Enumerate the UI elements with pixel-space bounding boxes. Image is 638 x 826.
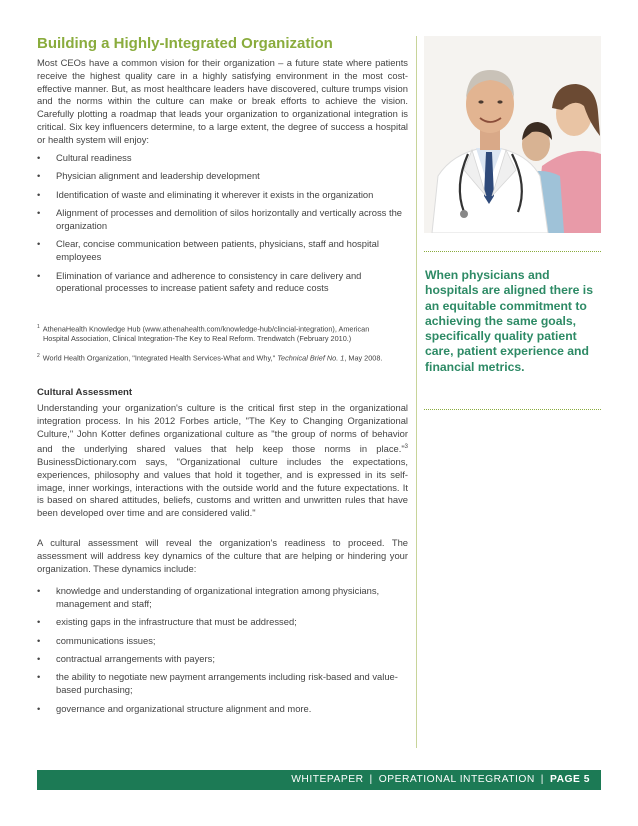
list-item [37,703,408,716]
quote-divider-top [424,251,601,252]
paragraph-text: Understanding your organization's culture is the critical first step in the organizational integration process. In his 2012 Forbes article, "The Key to Changing Organizational Culture," John Kotter defines organizational culture as "the group of norms of behavior and the underlying shared values that help keep those norms in place." [37,402,408,454]
bullet: • [37,616,41,628]
footnote-2 [37,351,397,363]
list-item [37,189,408,202]
section-heading: Cultural Assessment [37,387,133,398]
list-item-text: Cultural readiness [56,152,132,163]
quote-divider-bottom [424,409,601,410]
bullet: • [37,671,41,683]
list-item-text: existing gaps in the infrastructure that must be addressed; [56,616,297,628]
list-item [37,238,408,264]
bullet: • [37,702,41,714]
footer-separator: | [369,774,373,785]
bullet: • [37,207,41,219]
influencers-list [37,152,408,301]
list-item [37,671,408,697]
list-item [37,270,408,296]
bullet: • [37,170,41,182]
list-item-text: communications issues; [56,634,156,646]
footnote-number: 2 [37,353,40,360]
list-item-text: Elimination of variance and adherence to consistency in care delivery and operational processes to increase patient safety and reduce costs [56,269,362,294]
assessment-paragraph-1 [37,402,408,520]
list-item-text: knowledge and understanding of organizational integration among physicians, management and staff; [56,585,380,609]
paragraph-text: BusinessDictionary.com says, "Organizational culture includes the expectations, experiences, philosophy and values that hold it together, and is expressed in its self-image, inner workings, interactions with the outside world and the future expectations. It is based on shared attitudes, beliefs, customs and written and unwritten rules that have been developed over time and are considered valid." [37,455,408,519]
list-item-text: Clear, concise communication between patients, physicians, staff and hospital employees [56,238,379,263]
footnotes [37,322,397,371]
list-item-text: Physician alignment and leadership development [56,170,260,182]
list-item [37,152,408,165]
footnote-italic: Technical Brief No. 1 [277,353,345,363]
bullet: • [37,269,41,281]
footer-section: OPERATIONAL INTEGRATION [378,774,535,785]
list-item-text: governance and organizational structure alignment and more. [56,702,312,714]
bullet: • [37,634,41,646]
list-item [37,616,408,629]
footnote-tail: , May 2008. [344,353,383,363]
list-item-text: Alignment of processes and demolition of silos horizontally and vertically across the organization [56,207,403,231]
bullet: • [37,188,41,200]
dynamics-list [37,585,408,721]
bullet: • [37,652,41,664]
footer-bar [37,770,601,790]
footnote-number: 1 [37,324,40,330]
footnote-ref: 3 [404,443,408,450]
list-item [37,207,408,233]
list-item [37,635,408,648]
doctors-photo [424,36,601,233]
footer-label: WHITEPAPER [291,774,364,785]
column-divider [416,36,417,748]
footnote-text: World Health Organization, "Integrated Health Services-What and Why," [42,353,278,363]
intro-paragraph: Most CEOs have a common vision for their organization – a future state where patients receive the highest quality care in a highly satisfying environment in the most cost-effective manner. But, as most healthcare leaders have discovered, culture trumps vision and the norms within the culture can make or break efforts to achieve the vision. Carefully plotting a roadmap that leads your organization to organizational integration is critical. Six key influencers determine, to a large extent, the degree of success a hospital or health system will enjoy: [37,57,408,145]
pull-quote: When physicians and hospitals are aligned there is an equitable commitment to achieving the same goals, specifically quality patient care, patient experience and financial metrics. [425,268,593,374]
list-item [37,170,408,183]
page-number: PAGE 5 [549,774,590,785]
list-item [37,653,408,666]
assessment-paragraph-2: A cultural assessment will reveal the organization's readiness to proceed. The assessment will address key dynamics of the culture that are helping or hindering your organization. These dynamics include: [37,537,408,574]
bullet: • [37,152,41,163]
list-item [37,585,408,611]
footnote-text: AthenaHealth Knowledge Hub (www.athenahealth.com/knowledge-hub/clincial-integration), American Hospital Association, Clinical Integration-The Key to Real Reform. Trendwatch (February 2010.) [42,324,370,344]
list-item-text: Identification of waste and eliminating it wherever it exists in the organization [56,188,374,200]
footnote-1 [37,322,397,344]
list-item-text: contractual arrangements with payers; [56,652,215,664]
footer-separator: | [540,774,544,785]
page-title: Building a Highly-Integrated Organization [37,35,333,52]
list-item-text: the ability to negotiate new payment arrangements including risk-based and value-based purchasing; [56,671,398,696]
bullet: • [37,585,41,596]
bullet: • [37,238,41,250]
